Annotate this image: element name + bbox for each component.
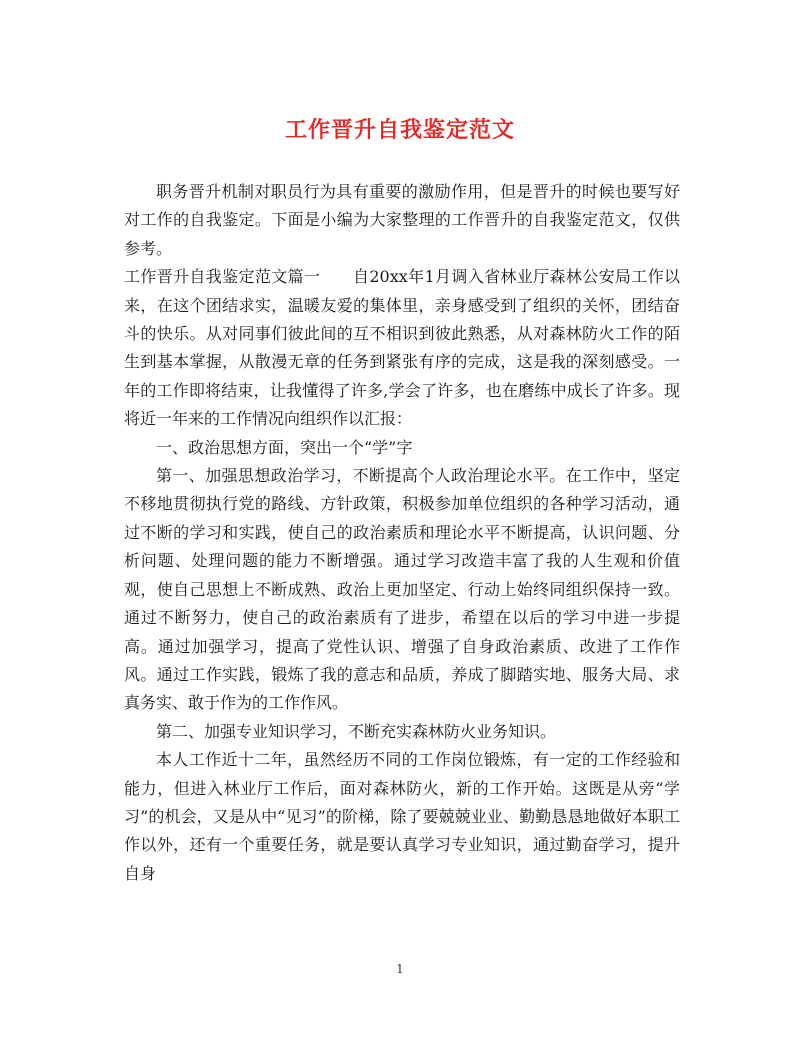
page-number: 1 — [396, 962, 404, 976]
paragraph-political-study: 第一、加强思想政治学习，不断提高个人政治理论水平。在工作中，坚定不移地贯彻执行党的路线、方针政策，积极参加单位组织的各种学习活动，通过不断的学习和实践，使自己的政治素质和理论水平不断提高，认识问题、分析问题、处理问题的能力不断增强。通过学习改造丰富了我的人生观和价值观，使自己思想上不断成熟、政治上更加坚定、行动上始终同组织保持一致。通过不断努力，使自己的政治素质有了进步，希望在以后的学习中进一步提高。通过加强学习，提高了党性认识、增强了自身政治素质、改进了工作作风。通过工作实践，锻炼了我的意志和品质，养成了脚踏实地、服务大局、求真务实、敢于作为的工作作风。 — [124, 466, 680, 713]
paragraph-professional-study: 本人工作近十二年，虽然经历不同的工作岗位锻炼，有一定的工作经验和能力，但进入林业厅工作后，面对森林防火，新的工作开始。这既是从旁“学习”的机会，又是从中“见习”的阶梯，除了要兢兢业业、勤勤恳恳地做好本职工作以外，还有一个重要任务，就是要认真学习专业知识，通过勤奋学习，提升自身 — [124, 750, 680, 883]
subheading-professional-study: 第二、加强专业知识学习，不断充实森林防火业务知识。 — [156, 721, 557, 741]
section-heading-paragraph: 工作晋升自我鉴定范文篇一 自20xx年1月调入省林业厅森林公安局工作以来，在这个团结求实，温暖友爱的集体里，亲身感受到了组织的关怀，团结奋斗的快乐。从对同事们彼此间的互不相识到彼此熟悉，从对森林防火工作的陌生到基本掌握，从散漫无章的任务到紧张有序的完成，这是我的深刻感受。一年的工作即将结束，让我懂得了许多,学会了许多，也在磨练中成长了许多。现将近一年来的工作情况向组织作以汇报： — [124, 267, 680, 429]
document-body — [124, 178, 680, 888]
document-title: 工作晋升自我鉴定范文 — [284, 118, 515, 143]
intro-paragraph: 职务晋升机制对职员行为具有重要的激励作用，但是晋升的时候也要写好对工作的自我鉴定。下面是小编为大家整理的工作晋升的自我鉴定范文，仅供参考。 — [124, 182, 680, 258]
subheading-political: 一、政治思想方面，突出一个“学”字 — [156, 437, 413, 457]
